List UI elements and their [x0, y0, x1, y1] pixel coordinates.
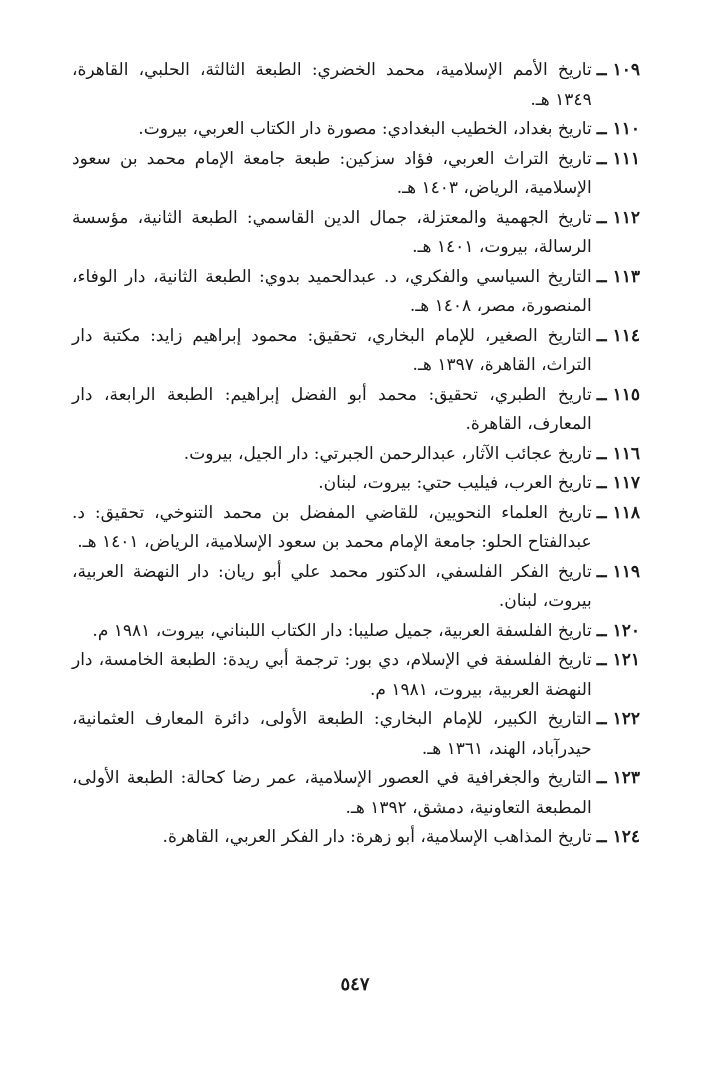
- bibliography-entry-119: [72, 558, 640, 617]
- entry-number: ١٢٠ ــ: [596, 620, 640, 641]
- entry-text: تاريخ العرب، فيليب حتي: بيروت، لبنان.: [318, 473, 592, 493]
- entry-text: تاريخ العلماء النحويين، للقاضي المفضل بن محمد التنوخي، تحقيق: د. عبدالفتاح الحلو: جامعة الإمام محمد بن سعود الإسلامية، الرياض، ١٤٠١ هـ.: [72, 502, 592, 552]
- bibliography-entry-113: [72, 263, 640, 322]
- entry-number: ١٠٩ ــ: [596, 60, 640, 80]
- entry-number: ١٢٣ ــ: [596, 768, 640, 788]
- bibliography-entry-120: [72, 617, 640, 647]
- entry-number: ١٢٤ ــ: [596, 827, 640, 847]
- bibliography-entry-121: [72, 646, 640, 705]
- bibliography-entry-110: [72, 115, 640, 145]
- entry-number: ١١٥ ــ: [596, 384, 640, 405]
- entry-text: تاريخ المذاهب الإسلامية، أبو زهرة: دار الفكر العربي، القاهرة.: [162, 827, 592, 847]
- entry-number: ١١٢ ــ: [596, 207, 640, 228]
- bibliography-entry-112: [72, 204, 640, 263]
- bibliography-entry-114: [72, 322, 640, 381]
- entry-text: التاريخ والجغرافية في العصور الإسلامية، عمر رضا كحالة: الطبعة الأولى، المطبعة التعاونية، دمشق، ١٣٩٢ هـ.: [72, 768, 592, 818]
- bibliography-entry-116: [72, 440, 640, 470]
- entry-text: تاريخ الفكر الفلسفي، الدكتور محمد علي أبو ريان: دار النهضة العربية، بيروت، لبنان.: [72, 561, 592, 611]
- bibliography-page: [72, 56, 640, 853]
- bibliography-entry-111: [72, 145, 640, 204]
- bibliography-entry-118: [72, 499, 640, 558]
- entry-text: تاريخ التراث العربي، فؤاد سزكين: طبعة جامعة الإمام محمد بن سعود الإسلامية، الرياض، ١٤٠٣ هـ.: [72, 148, 592, 198]
- entry-text: التاريخ الصغير، للإمام البخاري، تحقيق: محمود إبراهيم زايد: مكتبة دار التراث، القاهرة، ١٣٩٧ هـ.: [72, 325, 592, 375]
- entry-number: ١١٤ ــ: [596, 325, 640, 346]
- entry-text: تاريخ الجهمية والمعتزلة، جمال الدين القاسمي: الطبعة الثانية، مؤسسة الرسالة، بيروت، ١٤٠١ هـ.: [72, 207, 592, 257]
- entry-text: تاريخ بغداد، الخطيب البغدادي: مصورة دار الكتاب العربي، بيروت.: [138, 119, 592, 139]
- entry-number: ١١٧ ــ: [596, 473, 640, 493]
- entry-text: تاريخ عجائب الآثار، عبدالرحمن الجبرتي: دار الجيل، بيروت.: [183, 443, 592, 464]
- bibliography-entry-109: [72, 56, 640, 115]
- entry-number: ١١٣ ــ: [596, 266, 640, 287]
- bibliography-entry-122: [72, 705, 640, 764]
- page-number: ٥٤٧: [340, 974, 370, 995]
- bibliography-entry-117: [72, 469, 640, 499]
- entry-number: ١١٦ ــ: [596, 443, 640, 464]
- entry-number: ١١٠ ــ: [596, 119, 640, 139]
- bibliography-entry-123: [72, 764, 640, 823]
- entry-text: التاريخ السياسي والفكري، د. عبدالحميد بدوي: الطبعة الثانية، دار الوفاء، المنصورة، مصر، ١٤٠٨ هـ.: [72, 266, 592, 316]
- entry-number: ١١٨ ــ: [596, 502, 640, 523]
- entry-number: ١١٩ ــ: [596, 561, 640, 582]
- bibliography-entry-124: [72, 823, 640, 853]
- entry-text: تاريخ الفلسفة العربية، جميل صليبا: دار الكتاب اللبناني، بيروت، ١٩٨١ م.: [92, 620, 592, 641]
- entry-text: تاريخ الطبري، تحقيق: محمد أبو الفضل إبراهيم: الطبعة الرابعة، دار المعارف، القاهرة.: [72, 384, 592, 434]
- entry-number: ١٢١ ــ: [596, 650, 640, 670]
- bibliography-entry-115: [72, 381, 640, 440]
- entry-number: ١١١ ــ: [596, 148, 640, 169]
- entry-number: ١٢٢ ــ: [596, 709, 640, 729]
- entry-text: تاريخ الأمم الإسلامية، محمد الخضري: الطبعة الثالثة، الحلبي، القاهرة، ١٣٤٩ هـ.: [72, 60, 592, 110]
- entry-text: التاريخ الكبير، للإمام البخاري: الطبعة الأولى، دائرة المعارف العثمانية، حيدرآباد، الهند، ١٣٦١ هـ.: [72, 709, 592, 759]
- entry-text: تاريخ الفلسفة في الإسلام، دي بور: ترجمة أبي ريدة: الطبعة الخامسة، دار النهضة العربية، بيروت، ١٩٨١ م.: [72, 650, 592, 700]
